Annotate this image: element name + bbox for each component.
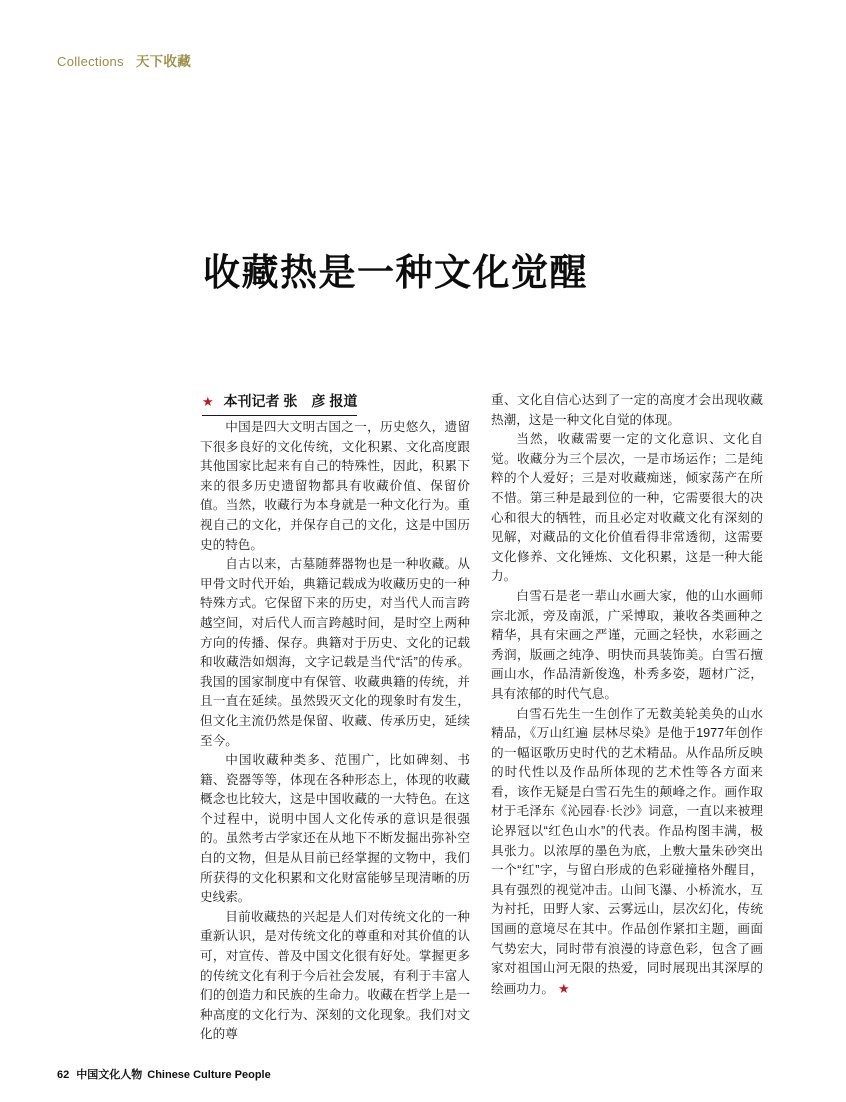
byline-text: 本刊记者 张 彦 报道 (223, 393, 358, 409)
paragraph: 目前收藏热的兴起是人们对传统文化的一种重新认识，是对传统文化的尊重和对其价值的认可，对宣传、普及中国文化很有好处。掌握更多的传统文化有利于今后社会发展，有利于丰富人们的创造力和民族的生命力。收藏在哲学上是一种高度的文化行为、深刻的文化现象。我们对文化的尊 (200, 909, 470, 1042)
section-header (57, 50, 191, 70)
paragraph (491, 705, 763, 1000)
article-title: 收藏热是一种文化觉醒 (203, 253, 588, 294)
journal-name-english: Chinese Culture People (147, 1069, 271, 1081)
journal-name-chinese: 中国文化人物 (76, 1069, 143, 1081)
paragraph-text: 白雪石先生一生创作了无数美轮美奂的山水精品，《万山红遍 层林尽染》是他于1977年创作的一幅讴歌历史时代的艺术精品。从作品所反映的时代性以及作品所体现的艺术性等各方面来看，该作无疑是白雪石先生的颠峰之作。画作取材于毛泽东《沁园春·长沙》词意，一直以来被理论界冠以“红色山水”的代表。作品构图丰满，极具张力。以浓厚的墨色为底，上敷大量朱砂突出一个“红”字，与留白形成的色彩碰撞格外醒目，具有强烈的视觉冲击。山间飞瀑、小桥流水，互为衬托，田野人家、云雾远山，层次幻化，传统国画的意境尽在其中。作品创作紧扣主题，画面气势宏大，同时带有浪漫的诗意色彩，包含了画家对祖国山河无限的热爱，同时展现出其深厚的绘画功力。 (491, 706, 763, 996)
paragraph: 当然，收藏需要一定的文化意识、文化自觉。收藏分为三个层次，一是市场运作；二是纯粹的个人爱好；三是对收藏痴迷，倾家荡产在所不惜。第三种是最到位的一种，它需要很大的决心和很大的牺牲，而且必定对收藏文化有深刻的见解，对藏品的文化价值看得非常透彻，这需要文化修养、文化锤炼、文化积累，这是一种大能力。 (491, 432, 763, 584)
body-column-right (491, 391, 763, 999)
byline-underline (202, 391, 357, 416)
paragraph: 白雪石是老一辈山水画大家，他的山水画师宗北派，旁及南派，广采博取，兼收各类画种之精华，具有宋画之严谨，元画之轻快，水彩画之秀润，版画之纯净、明快而具装饰美。白雪石擅画山水，作品清新俊逸，朴秀多姿，题材广泛，具有浓郁的时代气息。 (491, 588, 763, 701)
page-number: 62 (57, 1069, 70, 1081)
paragraph: 中国是四大文明古国之一，历史悠久，遗留下很多良好的文化传统，文化积累、文化高度跟其他国家比起来有自己的特殊性，因此，积累下来的很多历史遗留物都具有收藏价值、保留价值。当然，收藏行为本身就是一种文化行为。重视自己的文化，并保存自己的文化，这是中国历史的特色。 (200, 420, 470, 552)
page-footer (57, 1066, 271, 1082)
section-header-english: Collections (57, 54, 124, 69)
paragraph: 自古以来，古墓随葬器物也是一种收藏。从甲骨文时代开始，典籍记载成为收藏历史的一种特殊方式。它保留下来的历史，对当代人而言跨越空间，对后代人而言跨越时间，是时空上两种方向的传播、保存。典籍对于历史、文化的记载和收藏浩如烟海，文字记载是当代“活”的传承。我国的国家制度中有保管、收藏典籍的传统，并且一直在延续。虽然毁灭文化的现象时有发生，但文化主流仍然是保留、收藏、传承历史，延续至今。 (200, 557, 470, 748)
section-header-chinese: 天下收藏 (135, 54, 192, 69)
byline-star-icon: ★ (202, 394, 214, 409)
paragraph: 重、文化自信心达到了一定的高度才会出现收藏热潮，这是一种文化自觉的体现。 (491, 393, 763, 427)
article-end-star-icon: ★ (557, 980, 570, 996)
paragraph: 中国收藏种类多、范围广，比如碑刻、书籍、瓷器等等，体现在各种形态上，体现的收藏概念也比较大，这是中国收藏的一大特色。在这个过程中，说明中国人文化传承的意识是很强的。虽然考古学家还在从地下不断发掘出弥补空白的文物，但是从目前已经掌握的文物中，我们所获得的文化积累和文化财富能够呈现清晰的历史线索。 (200, 753, 470, 905)
byline (202, 391, 357, 416)
body-column-left (200, 418, 470, 1045)
